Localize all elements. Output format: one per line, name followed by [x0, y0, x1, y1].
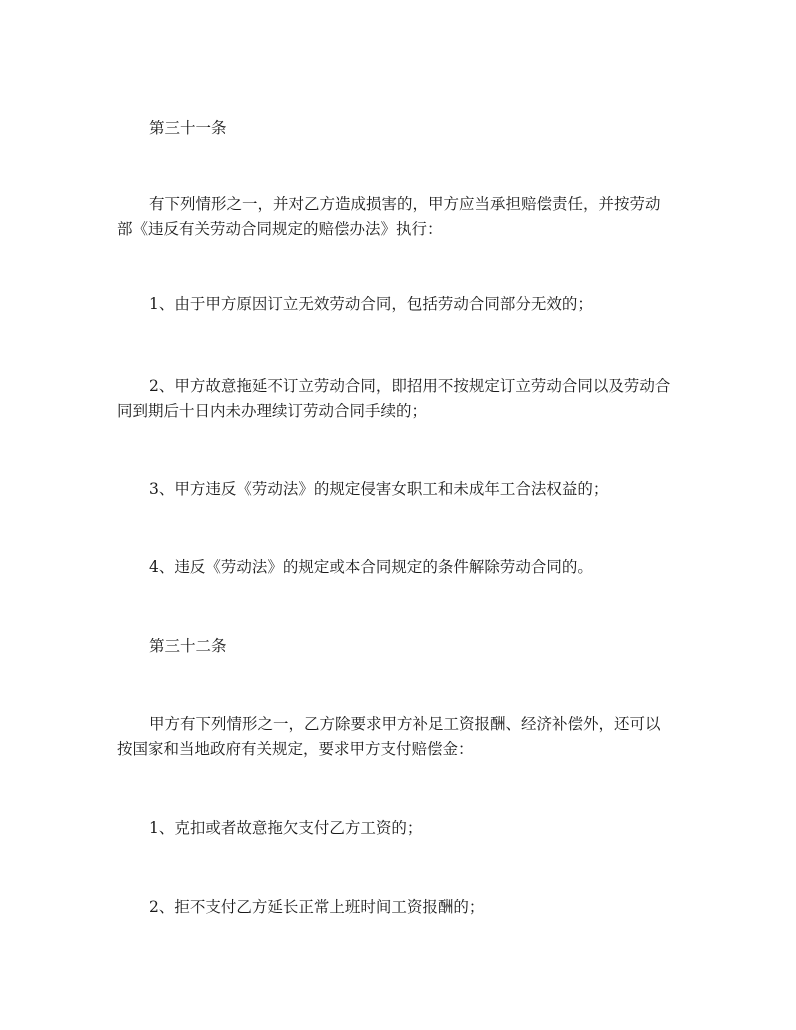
article-31-item-4: 4、违反《劳动法》的规定或本合同规定的条件解除劳动合同的。: [149, 558, 593, 576]
article-31-heading: 第三十一条: [149, 119, 227, 137]
article-32-item-2: 2、拒不支付乙方延长正常上班时间工资报酬的；: [149, 898, 485, 916]
article-31-item-3: 3、甲方违反《劳动法》的规定侵害女职工和未成年工合法权益的；: [149, 480, 609, 498]
article-31-item-1: 1、由于甲方原因订立无效劳动合同，包括劳动合同部分无效的；: [149, 295, 593, 313]
article-31-item-2: 2、甲方故意拖延不订立劳动合同，即招用不按规定订立劳动合同以及劳动合同到期后十日内未办理续订劳动合同手续的；: [117, 377, 671, 420]
article-32-item-1: 1、克扣或者故意拖欠支付乙方工资的；: [149, 819, 423, 837]
article-32-intro: 甲方有下列情形之一，乙方除要求甲方补足工资报酬、经济补偿外，还可以按国家和当地政府有关规定，要求甲方支付赔偿金：: [117, 715, 661, 758]
article-32-heading: 第三十二条: [149, 637, 227, 655]
article-31-intro: 有下列情形之一，并对乙方造成损害的，甲方应当承担赔偿责任，并按劳动部《违反有关劳动合同规定的赔偿办法》执行：: [117, 195, 661, 238]
